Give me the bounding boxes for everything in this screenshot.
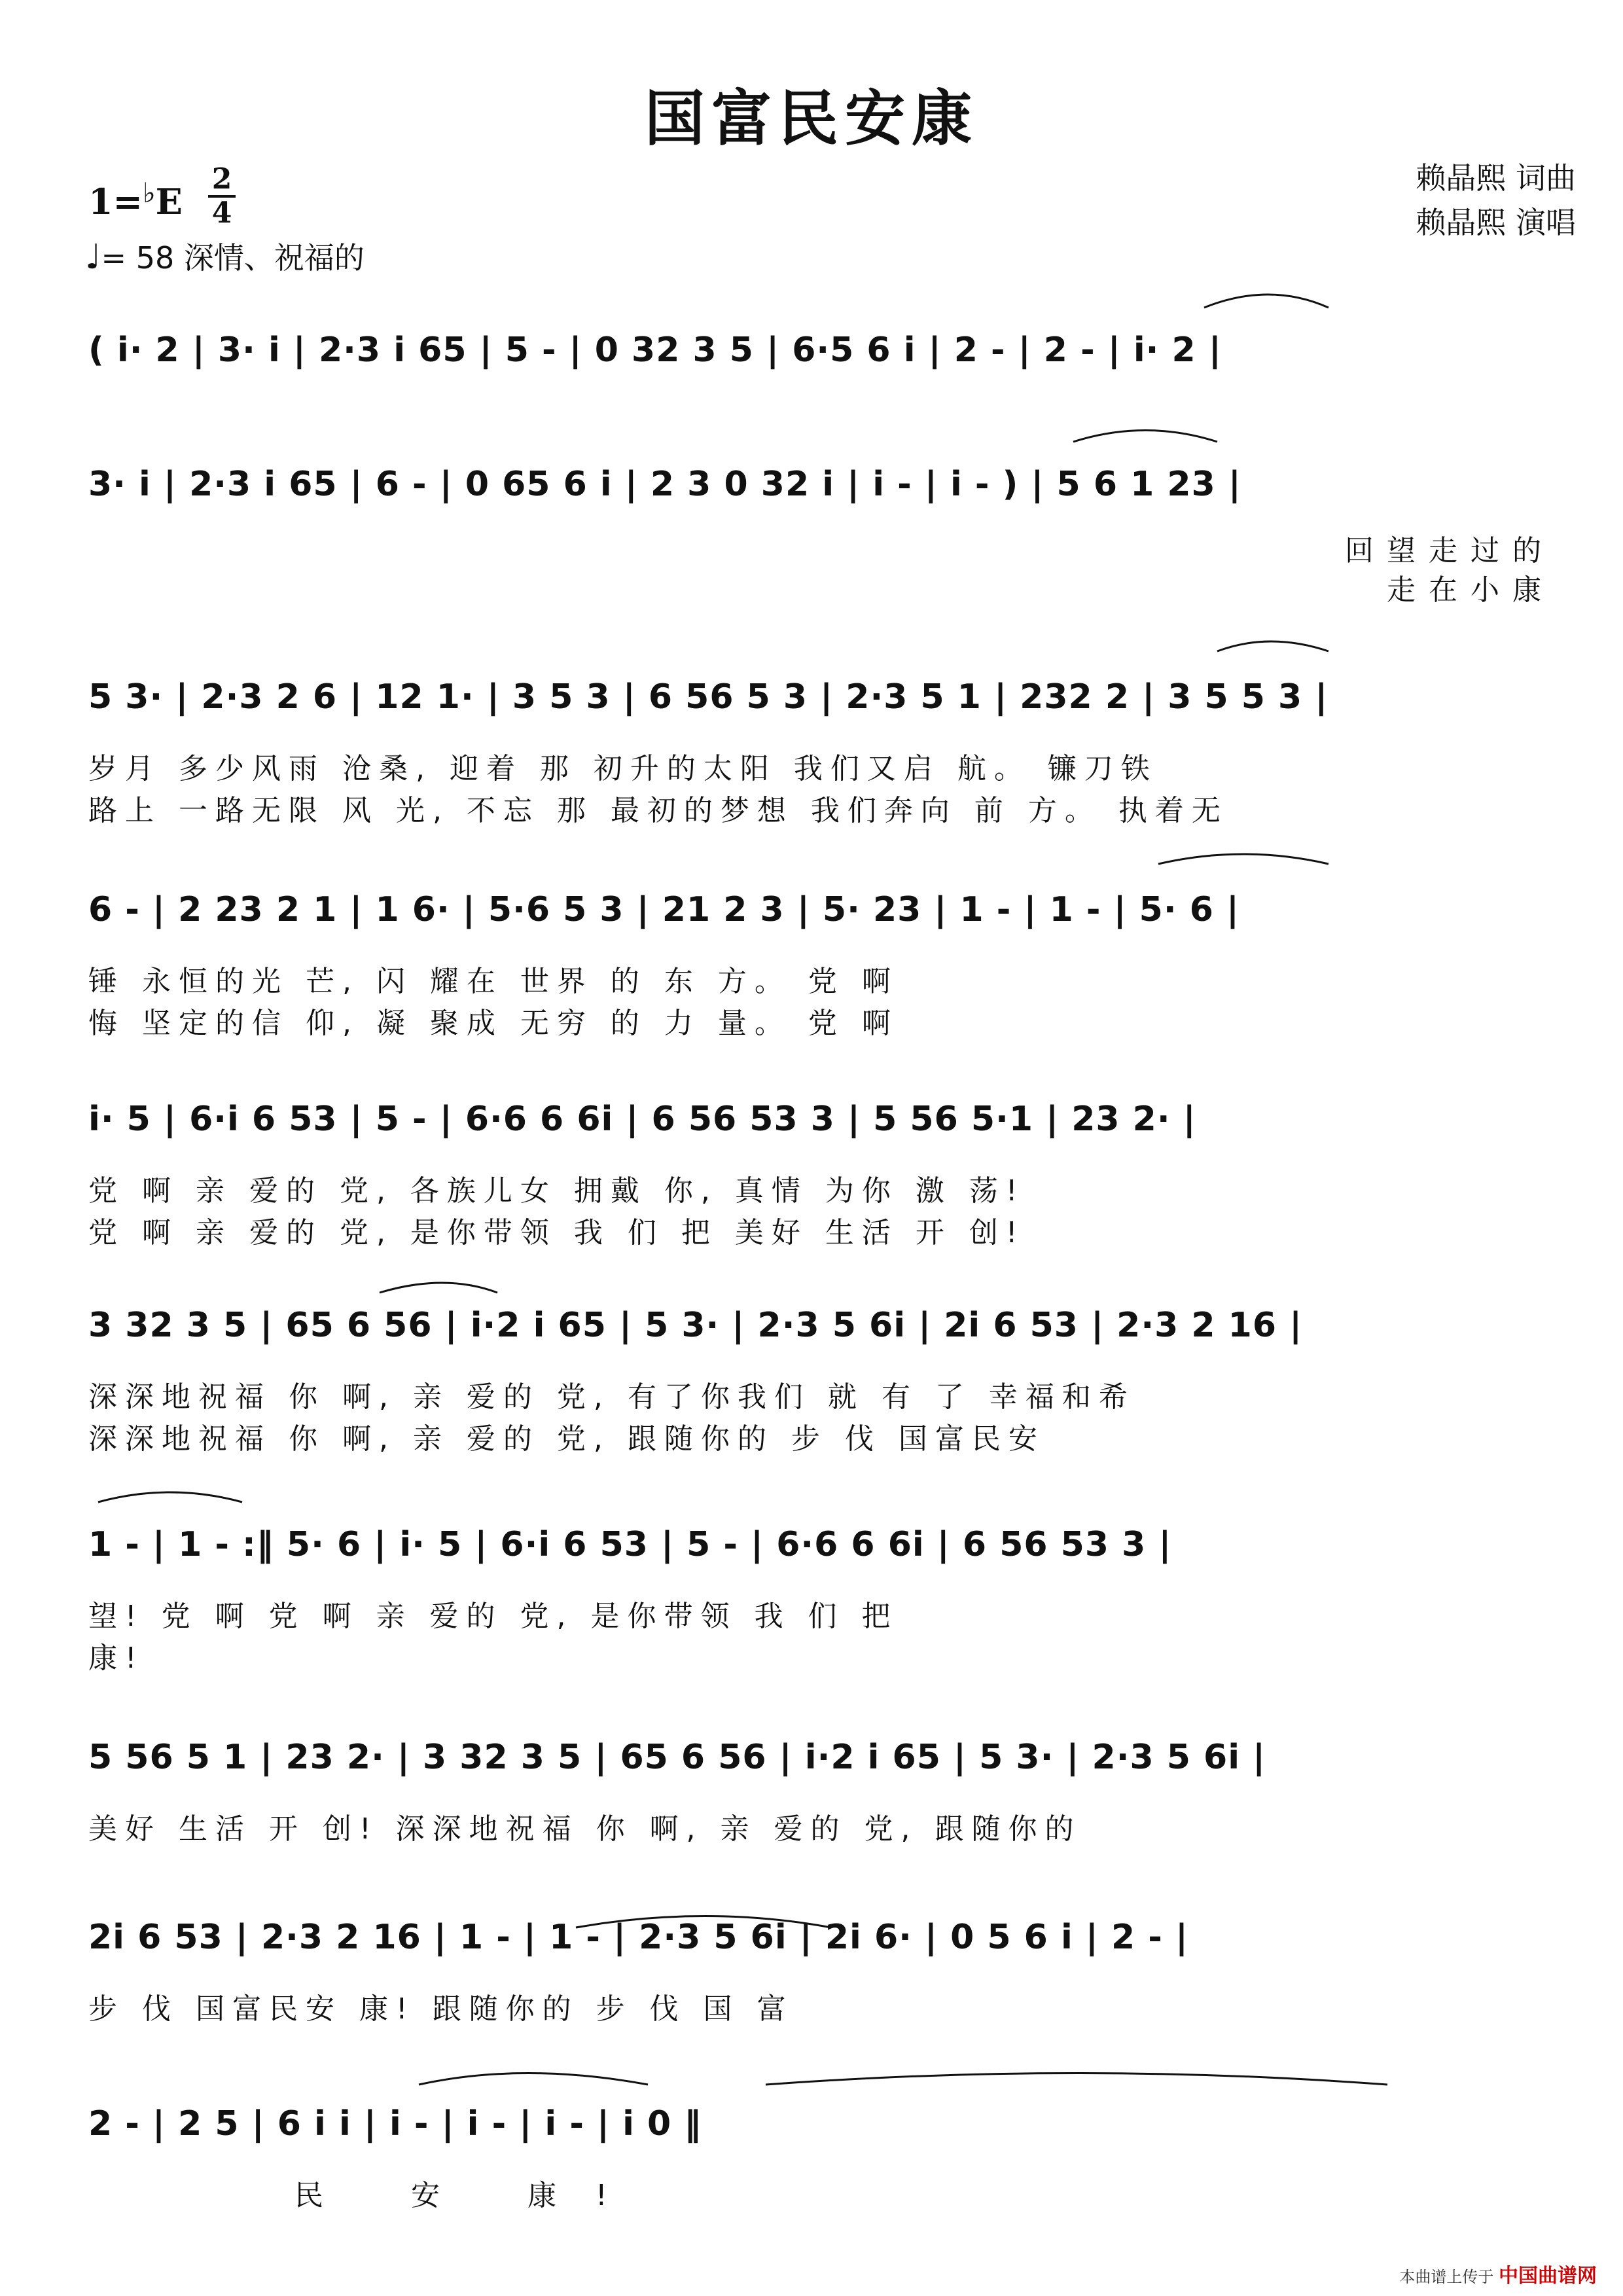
lyric-verse-1: 深深地祝福 你 啊, 亲 爱的 党, 有了你我们 就 有 了 幸福和希	[88, 1380, 1135, 1414]
key-label: 1=	[88, 181, 143, 223]
lyric-verse-1: 民 安 康!	[294, 2179, 647, 2212]
footer-text: 本曲谱上传于	[1399, 2268, 1494, 2286]
lyric-verse-1: 党 啊 亲 爱的 党, 各族儿女 拥戴 你, 真情 为你 激 荡!	[88, 1174, 1026, 1208]
notation-line: 1 - | 1 - :‖ 5· 6 | i· 5 | 6·i 6 53 | 5 - | 6·6 6 6i | 6 56 53 3 |	[88, 1525, 1172, 1564]
notation-line: i· 5 | 6·i 6 53 | 5 - | 6·6 6 6i | 6 56 53 3 | 5 56 5·1 | 23 2· |	[88, 1100, 1196, 1139]
lyric-verse-1: 望! 党 啊 党 啊 亲 爱的 党, 是你带领 我 们 把	[88, 1600, 899, 1633]
lyric-verse-2: 悔 坚定的信 仰, 凝 聚成 无穷 的 力 量。 党 啊	[88, 1007, 899, 1040]
lyric-verse-1: 美好 生活 开 创! 深深地祝福 你 啊, 亲 爱的 党, 跟随你的	[88, 1812, 1082, 1846]
notation-line: 2 - | 2 5 | 6 i i | i - | i - | i - | i 0 ‖	[88, 2104, 702, 2144]
slur-arc	[576, 1916, 831, 1928]
flat-symbol: ♭	[142, 177, 156, 209]
key-note: E	[155, 181, 183, 223]
tempo-text: = 58 深情、祝福的	[101, 240, 365, 276]
credit-singer: 赖晶熙 演唱	[1416, 205, 1576, 240]
notation-line: 5 56 5 1 | 23 2· | 3 32 3 5 | 65 6 56 | i·2 i 65 | 5 3· | 2·3 5 6i |	[88, 1738, 1266, 1777]
song-title: 国富民安康	[644, 83, 978, 154]
notation-line: 6 - | 2 23 2 1 | 1 6· | 5·6 5 3 | 21 2 3 | 5· 23 | 1 - | 1 - | 5· 6 |	[88, 890, 1240, 929]
slur-arc	[1073, 431, 1217, 442]
time-numerator: 2	[211, 162, 232, 196]
time-denominator: 4	[211, 196, 232, 230]
lyric-verse-1: 岁月 多少风雨 沧桑, 迎着 那 初升的太阳 我们又启 航。 镰刀铁	[88, 752, 1158, 785]
lyric-verse-1: 步 伐 国富民安 康! 跟随你的 步 伐 国 富	[88, 1992, 794, 2026]
footer-brand: 中国曲谱网	[1499, 2265, 1597, 2287]
lyric-verse-2: 党 啊 亲 爱的 党, 是你带领 我 们 把 美好 生活 开 创!	[88, 1216, 1026, 1249]
notation-line: 5 3· | 2·3 2 6 | 12 1· | 3 5 3 | 6 56 5 3 | 2·3 5 1 | 232 2 | 3 5 5 3 |	[88, 677, 1329, 717]
credit-lyrics-music: 赖晶熙 词曲	[1416, 160, 1576, 196]
footer-watermark	[1399, 2259, 1597, 2288]
slur-arc	[419, 2073, 648, 2085]
lyric-verse-1: 锤 永恒的光 芒, 闪 耀在 世界 的 东 方。 党 啊	[88, 965, 899, 998]
slur-arc	[98, 1492, 242, 1502]
slur-arc	[1217, 641, 1329, 651]
lyric-verse-1: 回望走过的	[1345, 534, 1554, 567]
slur-arc	[766, 2073, 1387, 2085]
notation-line: 3 32 3 5 | 65 6 56 | i·2 i 65 | 5 3· | 2·3 5 6i | 2i 6 53 | 2·3 2 16 |	[88, 1306, 1303, 1345]
quarter-note-icon: ♩	[85, 238, 101, 277]
notation-line: 3· i | 2·3 i 65 | 6 - | 0 65 6 i | 2 3 0 32 i | i - | i - ) | 5 6 1 23 |	[88, 465, 1241, 504]
lyric-verse-2: 康!	[88, 1641, 145, 1675]
slur-arc	[1158, 854, 1329, 864]
slur-arc	[380, 1283, 497, 1293]
notation-line: ( i· 2 | 3· i | 2·3 i 65 | 5 - | 0 32 3 5 | 6·5 6 i | 2 - | 2 - | i· 2 |	[88, 331, 1222, 370]
notation-line: 2i 6 53 | 2·3 2 16 | 1 - | 1 - | 2·3 5 6i | 2i 6· | 0 5 6 i | 2 - |	[88, 1918, 1188, 1957]
lyric-verse-2: 走在小康	[1387, 573, 1554, 607]
slur-arc	[1204, 295, 1329, 308]
lyric-verse-2: 深深地祝福 你 啊, 亲 爱的 党, 跟随你的 步 伐 国富民安	[88, 1422, 1045, 1456]
lyric-verse-2: 路上 一路无限 风 光, 不忘 那 最初的梦想 我们奔向 前 方。 执着无	[88, 794, 1228, 827]
